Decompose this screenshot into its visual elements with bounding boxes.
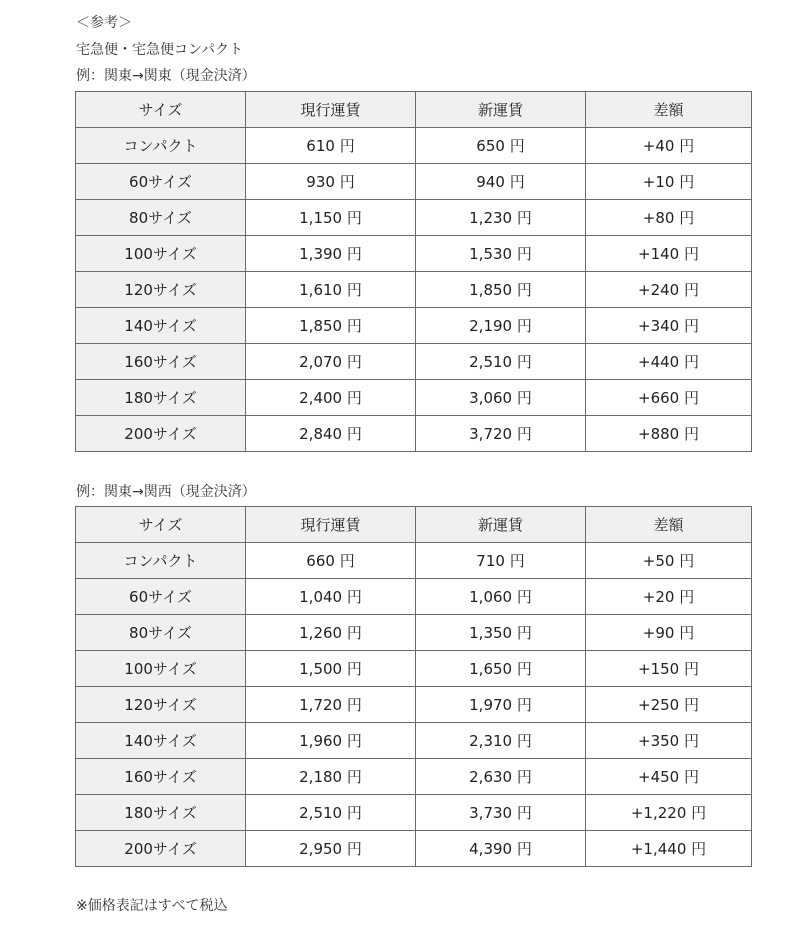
- new-fare-cell: 710 円: [416, 543, 586, 579]
- difference-cell: +660 円: [586, 380, 752, 416]
- table-row: [76, 687, 752, 723]
- size-cell: 140サイズ: [76, 723, 246, 759]
- current-fare-cell: 2,510 円: [246, 795, 416, 831]
- current-fare-cell: 1,150 円: [246, 200, 416, 236]
- current-fare-cell: 1,960 円: [246, 723, 416, 759]
- header-size: サイズ: [76, 507, 246, 543]
- new-fare-cell: 940 円: [416, 164, 586, 200]
- size-cell: 160サイズ: [76, 344, 246, 380]
- table-row: [76, 416, 752, 452]
- new-fare-cell: 3,060 円: [416, 380, 586, 416]
- difference-cell: +450 円: [586, 759, 752, 795]
- current-fare-cell: 1,500 円: [246, 651, 416, 687]
- new-fare-cell: 2,510 円: [416, 344, 586, 380]
- difference-cell: +350 円: [586, 723, 752, 759]
- tax-footnote: ※価格表記はすべて税込: [76, 898, 228, 914]
- new-fare-cell: 2,310 円: [416, 723, 586, 759]
- table-row: [76, 615, 752, 651]
- difference-cell: +240 円: [586, 272, 752, 308]
- new-fare-cell: 650 円: [416, 128, 586, 164]
- difference-cell: +150 円: [586, 651, 752, 687]
- current-fare-cell: 2,180 円: [246, 759, 416, 795]
- size-cell: 120サイズ: [76, 272, 246, 308]
- new-fare-cell: 1,350 円: [416, 615, 586, 651]
- difference-cell: +1,440 円: [586, 831, 752, 867]
- service-name: 宅急便・宅急便コンパクト: [76, 42, 244, 58]
- size-cell: 60サイズ: [76, 579, 246, 615]
- current-fare-cell: 1,390 円: [246, 236, 416, 272]
- difference-cell: +50 円: [586, 543, 752, 579]
- current-fare-cell: 1,610 円: [246, 272, 416, 308]
- table-row: [76, 128, 752, 164]
- header-difference: 差額: [586, 507, 752, 543]
- header-current-fare: 現行運賃: [246, 507, 416, 543]
- table-row: [76, 759, 752, 795]
- difference-cell: +340 円: [586, 308, 752, 344]
- size-cell: コンパクト: [76, 543, 246, 579]
- table-caption-kanto-kanto: 例：関東→関東（現金決済）: [76, 68, 256, 84]
- new-fare-cell: 3,720 円: [416, 416, 586, 452]
- difference-cell: +20 円: [586, 579, 752, 615]
- table-header-row: [76, 507, 752, 543]
- current-fare-cell: 930 円: [246, 164, 416, 200]
- table-caption-kanto-kansai: 例：関東→関西（現金決済）: [76, 484, 256, 500]
- size-cell: 120サイズ: [76, 687, 246, 723]
- header-new-fare: 新運賃: [416, 92, 586, 128]
- table-row: [76, 651, 752, 687]
- table-row: [76, 344, 752, 380]
- size-cell: 80サイズ: [76, 615, 246, 651]
- size-cell: 180サイズ: [76, 380, 246, 416]
- table-row: [76, 831, 752, 867]
- table-header-row: [76, 92, 752, 128]
- size-cell: 160サイズ: [76, 759, 246, 795]
- current-fare-cell: 2,070 円: [246, 344, 416, 380]
- current-fare-cell: 1,850 円: [246, 308, 416, 344]
- difference-cell: +880 円: [586, 416, 752, 452]
- fare-table-kanto-kanto: [75, 91, 752, 452]
- difference-cell: +140 円: [586, 236, 752, 272]
- difference-cell: +80 円: [586, 200, 752, 236]
- size-cell: コンパクト: [76, 128, 246, 164]
- size-cell: 140サイズ: [76, 308, 246, 344]
- reference-label: ＜参考＞: [76, 15, 132, 31]
- table-row: [76, 380, 752, 416]
- table-row: [76, 236, 752, 272]
- current-fare-cell: 2,400 円: [246, 380, 416, 416]
- new-fare-cell: 2,190 円: [416, 308, 586, 344]
- table-row: [76, 272, 752, 308]
- difference-cell: +440 円: [586, 344, 752, 380]
- new-fare-cell: 1,850 円: [416, 272, 586, 308]
- current-fare-cell: 1,720 円: [246, 687, 416, 723]
- table-row: [76, 723, 752, 759]
- difference-cell: +10 円: [586, 164, 752, 200]
- difference-cell: +250 円: [586, 687, 752, 723]
- new-fare-cell: 1,530 円: [416, 236, 586, 272]
- size-cell: 200サイズ: [76, 416, 246, 452]
- new-fare-cell: 4,390 円: [416, 831, 586, 867]
- table-row: [76, 200, 752, 236]
- current-fare-cell: 2,840 円: [246, 416, 416, 452]
- table-row: [76, 579, 752, 615]
- size-cell: 80サイズ: [76, 200, 246, 236]
- new-fare-cell: 3,730 円: [416, 795, 586, 831]
- current-fare-cell: 1,260 円: [246, 615, 416, 651]
- fare-table-kanto-kansai: [75, 506, 752, 867]
- new-fare-cell: 1,650 円: [416, 651, 586, 687]
- current-fare-cell: 660 円: [246, 543, 416, 579]
- new-fare-cell: 1,230 円: [416, 200, 586, 236]
- difference-cell: +1,220 円: [586, 795, 752, 831]
- new-fare-cell: 1,060 円: [416, 579, 586, 615]
- table-row: [76, 308, 752, 344]
- size-cell: 100サイズ: [76, 651, 246, 687]
- header-new-fare: 新運賃: [416, 507, 586, 543]
- difference-cell: +40 円: [586, 128, 752, 164]
- table-row: [76, 795, 752, 831]
- size-cell: 180サイズ: [76, 795, 246, 831]
- current-fare-cell: 1,040 円: [246, 579, 416, 615]
- size-cell: 60サイズ: [76, 164, 246, 200]
- header-difference: 差額: [586, 92, 752, 128]
- new-fare-cell: 1,970 円: [416, 687, 586, 723]
- current-fare-cell: 610 円: [246, 128, 416, 164]
- table-row: [76, 164, 752, 200]
- header-current-fare: 現行運賃: [246, 92, 416, 128]
- size-cell: 100サイズ: [76, 236, 246, 272]
- header-size: サイズ: [76, 92, 246, 128]
- current-fare-cell: 2,950 円: [246, 831, 416, 867]
- table-row: [76, 543, 752, 579]
- new-fare-cell: 2,630 円: [416, 759, 586, 795]
- size-cell: 200サイズ: [76, 831, 246, 867]
- difference-cell: +90 円: [586, 615, 752, 651]
